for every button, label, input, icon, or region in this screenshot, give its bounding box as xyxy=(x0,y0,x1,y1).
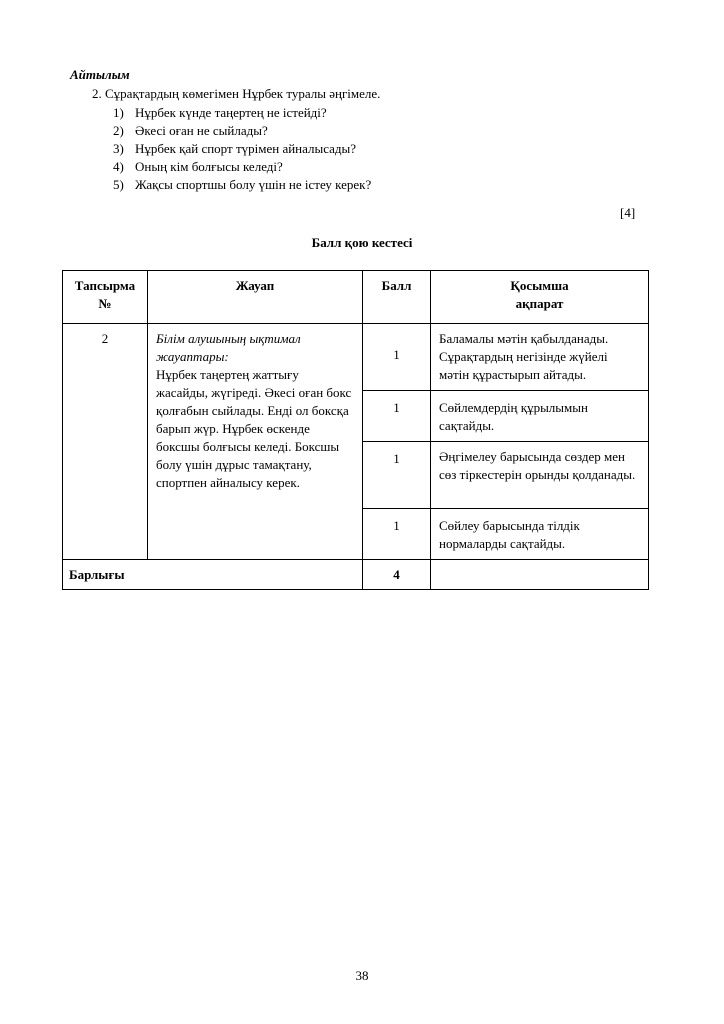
question-text: Нұрбек қай спорт түрімен айналысады? xyxy=(135,141,357,156)
question-text: Нұрбек күнде таңертең не істейді? xyxy=(135,105,327,120)
task-number: 2. xyxy=(92,86,102,101)
question-number: 1) xyxy=(113,105,124,120)
question-item xyxy=(113,140,371,158)
page-number: 38 xyxy=(355,968,369,983)
score-cell: 1 xyxy=(363,442,431,509)
answer-cell xyxy=(148,324,363,560)
header-answer: Жауап xyxy=(148,271,363,324)
question-item xyxy=(113,122,371,140)
score-cell: 1 xyxy=(363,324,431,391)
header-task: Тапсырма № xyxy=(63,271,148,324)
question-item xyxy=(113,176,371,194)
header-score: Балл xyxy=(363,271,431,324)
question-number: 2) xyxy=(113,123,124,138)
section-title: Айтылым xyxy=(70,67,130,82)
score-cell: 1 xyxy=(363,509,431,560)
question-text: Жақсы спортшы болу үшін не істеу керек? xyxy=(135,177,372,192)
task-text: Сұрақтардың көмегімен Нұрбек туралы әңгімеле. xyxy=(105,86,381,101)
total-label: Барлығы xyxy=(63,560,363,590)
question-item xyxy=(113,158,371,176)
info-cell: Әңгімелеу барысында сөздер мен сөз тіркестерін орынды қолданады. xyxy=(431,442,649,509)
scoring-table xyxy=(62,270,649,590)
info-cell: Сөйлемдердің құрылымын сақтайды. xyxy=(431,391,649,442)
question-number: 5) xyxy=(113,177,124,192)
info-cell: Баламалы мәтін қабылданады. Сұрақтардың негізінде жүйелі мәтін құрастырып айтады. xyxy=(431,324,649,391)
info-cell: Сөйлеу барысында тілдік нормаларды сақтайды. xyxy=(431,509,649,560)
score-cell: 1 xyxy=(363,391,431,442)
answer-text: Нұрбек таңертең жаттығу жасайды, жүгіреді. Әкесі оған бокс қолғабын сыйлады. Енді ол боксқа барып жүр. Нұрбек өскенде боксшы болғысы келеді. Боксшы болу үшін дұрыс тамақтану, спортпен айналысу керек. xyxy=(156,367,352,490)
question-text: Оның кім болғысы келеді? xyxy=(135,159,283,174)
question-number: 3) xyxy=(113,141,124,156)
table-header-row xyxy=(63,271,649,324)
total-info-cell xyxy=(431,560,649,590)
task-statement xyxy=(92,86,380,102)
task-number-cell: 2 xyxy=(63,324,148,560)
question-text: Әкесі оған не сыйлады? xyxy=(135,123,268,138)
question-list xyxy=(113,104,371,194)
answer-lead: Білім алушының ықтимал жауаптары: xyxy=(156,331,301,364)
table-title: Балл қою кестесі xyxy=(311,235,413,250)
question-number: 4) xyxy=(113,159,124,174)
task-points: [4] xyxy=(620,205,636,220)
table-row xyxy=(63,324,649,391)
total-value: 4 xyxy=(363,560,431,590)
total-row xyxy=(63,560,649,590)
header-info: Қосымша ақпарат xyxy=(431,271,649,324)
question-item xyxy=(113,104,371,122)
